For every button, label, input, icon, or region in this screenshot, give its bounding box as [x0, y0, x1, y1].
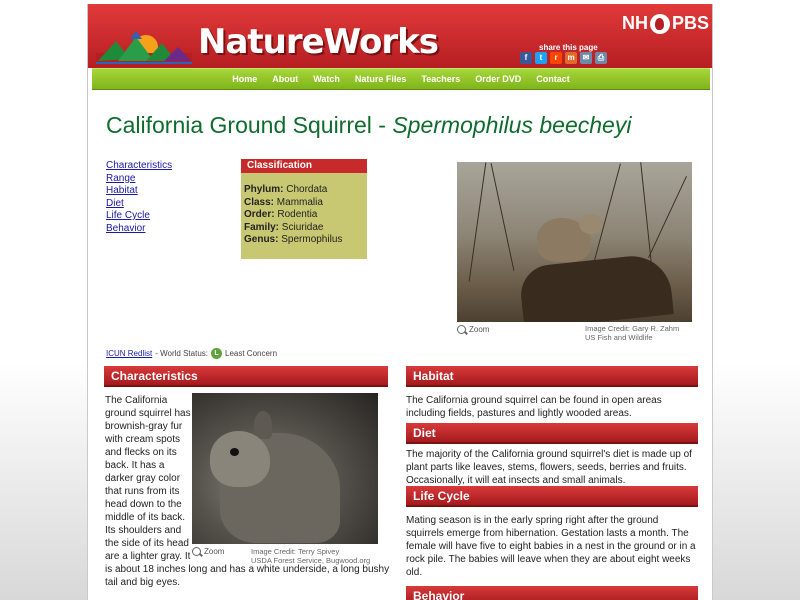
diet-text: The majority of the California ground squirrel's diet is made up of plant parts like leaves, stems, flowers, seeds, berries and fruits. Occasionally, it will eat insects and small animals.	[406, 449, 692, 486]
classification-value: Sciuridae	[281, 221, 324, 233]
diet-heading: Diet	[406, 423, 698, 444]
toc-link-life-cycle[interactable]: Life Cycle	[106, 210, 150, 221]
email-icon[interactable]: ✉	[580, 52, 592, 64]
classification-value: Rodentia	[277, 209, 318, 220]
classification-box	[241, 159, 367, 259]
classification-row	[244, 197, 364, 210]
classification-row	[244, 234, 364, 247]
title-scientific-name: Spermophilus beecheyi	[392, 112, 632, 138]
habitat-text: The California ground squirrel can be found in open areas including fields, pastures and lightly wooded areas.	[406, 395, 662, 419]
habitat-heading: Habitat	[406, 366, 698, 387]
share-icons	[520, 52, 607, 64]
pbs-head-icon	[650, 14, 670, 34]
nh-label: NH	[622, 13, 648, 33]
share-label: share this page	[539, 43, 598, 52]
classification-heading: Classification	[241, 159, 367, 173]
classification-row	[244, 222, 364, 235]
classification-label: Class:	[244, 196, 275, 208]
photo2-credit: Image Credit: Terry Spivey USDA Forest Service, Bugwood.org	[251, 547, 371, 565]
reddit-icon[interactable]: r	[550, 52, 562, 64]
nav-order-dvd[interactable]: Order DVD	[475, 74, 522, 84]
twitter-icon[interactable]: t	[535, 52, 547, 64]
photo1-credit: Image Credit: Gary R. Zahm US Fish and Wildlife	[585, 324, 680, 342]
nav-about[interactable]: About	[272, 74, 299, 84]
toc-item	[106, 173, 172, 186]
life-cycle-heading: Life Cycle	[406, 486, 698, 507]
page-title	[106, 112, 631, 139]
behavior-heading: Behavior	[406, 586, 698, 600]
main-nav	[92, 68, 710, 90]
classification-value: Mammalia	[276, 196, 323, 208]
classification-label: Order:	[244, 209, 275, 220]
world-status-value: Least Concern	[225, 349, 278, 358]
classification-label: Phylum:	[244, 184, 284, 195]
toc-item	[106, 185, 172, 198]
world-status-label: - World Status:	[155, 349, 208, 358]
title-common-name: California Ground Squirrel -	[106, 112, 393, 138]
toc-item	[106, 210, 172, 223]
classification-label: Family:	[244, 221, 280, 233]
photo2-zoom-link[interactable]	[192, 547, 224, 556]
conservation-status	[106, 348, 277, 359]
toc-link-range[interactable]: Range	[106, 172, 136, 184]
magnifier-icon	[457, 325, 466, 334]
zoom-label: Zoom	[204, 547, 225, 556]
nav-nature-files[interactable]: Nature Files	[354, 74, 407, 84]
facebook-icon[interactable]: f	[520, 52, 532, 64]
nav-contact[interactable]: Contact	[536, 74, 570, 84]
site-logo[interactable]: NatureWorks	[198, 22, 438, 62]
mix-icon[interactable]: m	[565, 52, 577, 64]
print-icon[interactable]: ⎙	[595, 52, 607, 64]
nhpbs-logo[interactable]	[622, 13, 709, 34]
life-cycle-text: Mating season is in the early spring right after the ground squirrels emerge from hibernation. Gestation lasts a month. The female will have five to eight babies in a nest in the ground or in a rock pile. The babies will leave when they are about eight weeks old.	[406, 515, 696, 578]
magnifier-icon	[192, 547, 201, 556]
toc-link-characteristics[interactable]: Characteristics	[106, 160, 173, 171]
squirrel-closeup-photo[interactable]	[192, 393, 378, 544]
section-links	[106, 160, 172, 235]
classification-row	[244, 209, 364, 222]
mountain-sun-logo-icon[interactable]	[96, 29, 192, 65]
nav-teachers[interactable]: Teachers	[421, 74, 461, 84]
page-container	[87, 4, 713, 600]
site-header	[88, 4, 713, 68]
toc-item	[106, 160, 172, 173]
photo1-zoom-link[interactable]	[457, 325, 489, 334]
toc-link-behavior[interactable]: Behavior	[106, 222, 146, 234]
zoom-label: Zoom	[469, 325, 490, 334]
nav-home[interactable]: Home	[232, 74, 258, 84]
toc-item	[106, 223, 172, 236]
toc-link-habitat[interactable]: Habitat	[106, 185, 138, 196]
nav-watch[interactable]: Watch	[313, 74, 340, 84]
characteristics-heading: Characteristics	[104, 366, 388, 387]
classification-value: Chordata	[286, 184, 328, 195]
classification-label: Genus:	[244, 234, 279, 245]
toc-link-diet[interactable]: Diet	[106, 197, 124, 209]
squirrel-on-log-photo[interactable]	[457, 162, 692, 322]
classification-row	[244, 184, 364, 197]
icun-redlist-link[interactable]: ICUN Redlist	[106, 349, 153, 358]
pbs-label: PBS	[672, 13, 710, 33]
toc-item	[106, 198, 172, 211]
classification-list	[241, 173, 367, 247]
characteristics-paragraph: The California ground squirrel has brownish-gray fur with cream spots and flecks on its back. It has a darker gray color that runs from its head down to the middle of its back. Its shoulders and the side of its head are a lighter gray. It is about 18 inches long and has a white underside, a long bushy tail and big eyes.	[105, 395, 390, 588]
classification-value: Spermophilus	[281, 234, 343, 245]
least-concern-badge-icon: L	[211, 348, 222, 359]
